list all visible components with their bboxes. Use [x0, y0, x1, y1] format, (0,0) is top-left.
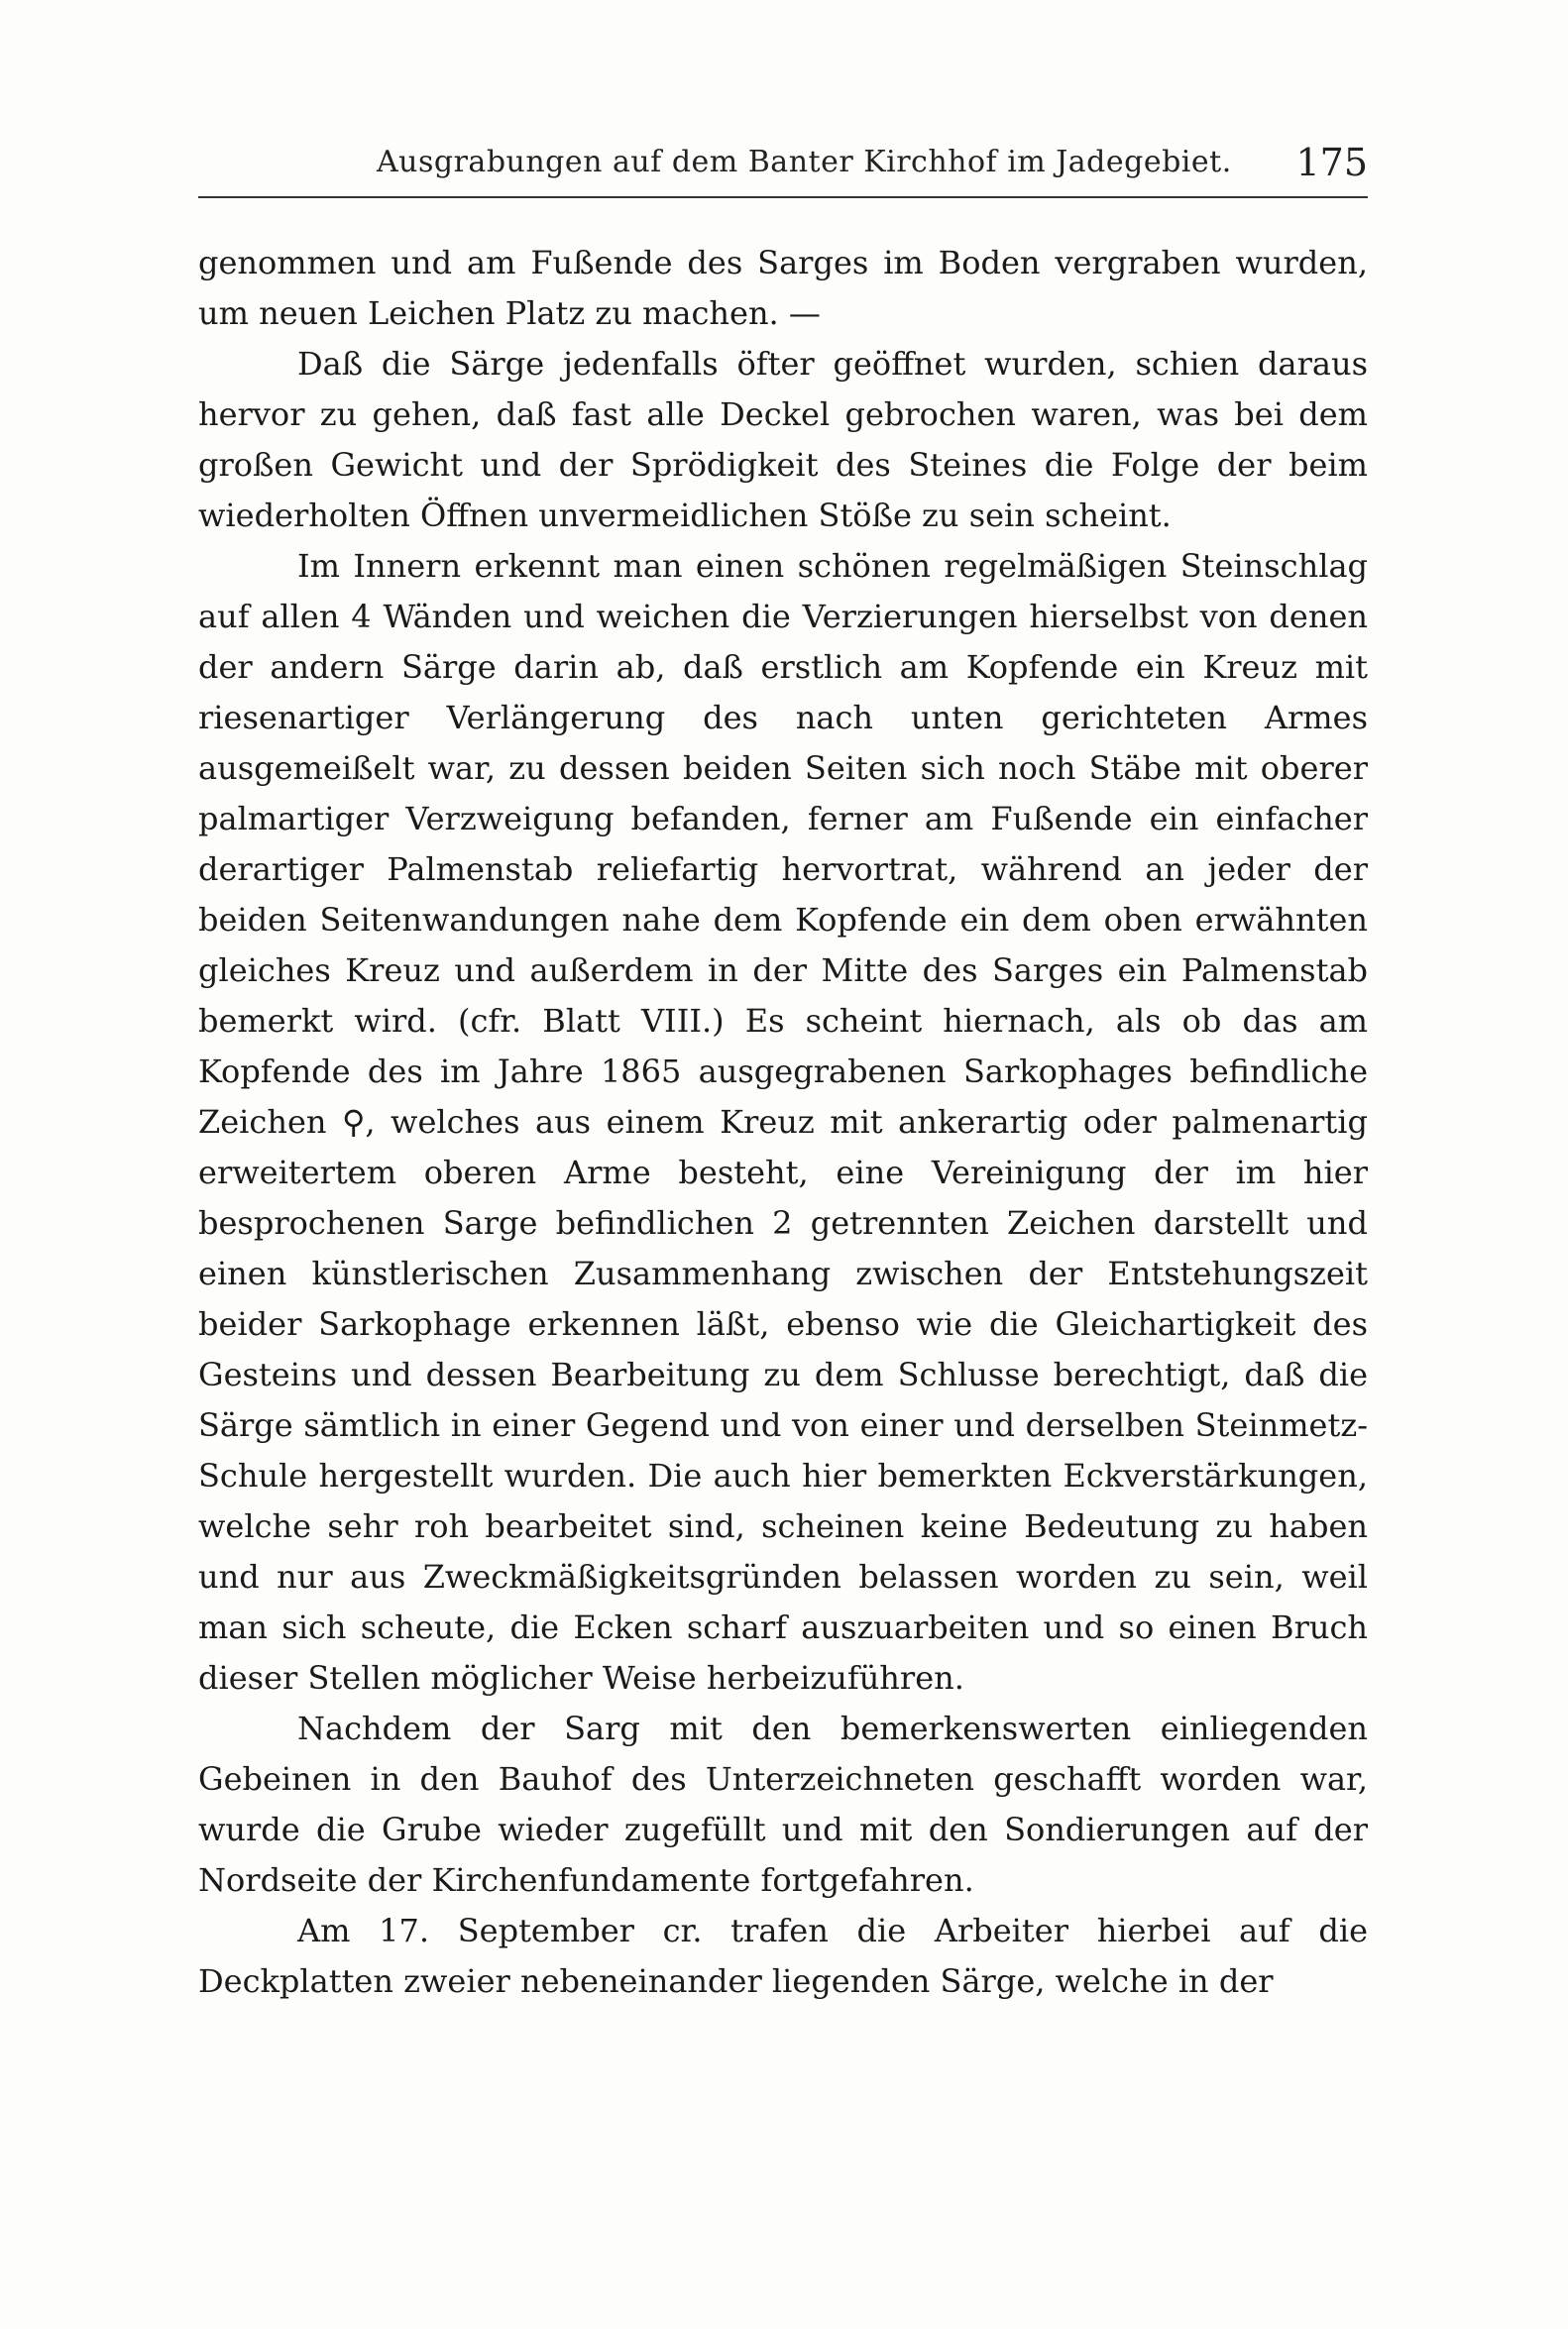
- page-header: [198, 137, 1368, 198]
- body-text: [198, 238, 1368, 2007]
- paragraph: Am 17. September cr. trafen die Arbeiter hierbei auf die Deckplatten zweier nebeneinander liegenden Särge, welche in der: [198, 1912, 1368, 2000]
- running-title: Ausgrabungen auf dem Banter Kirchhof im Jadegebiet.: [377, 145, 1232, 179]
- page-number: 175: [1295, 141, 1368, 184]
- paragraph: Im Innern erkennt man einen schönen regelmäßigen Steinschlag auf allen 4 Wänden und weichen die Verzierungen hierselbst von denen der andern Särge darin ab, daß erstlich am Kopfende ein Kreuz mit riesenartiger Verlängerung des nach unten gerichteten Armes ausgemeißelt war, zu dessen beiden Seiten sich noch Stäbe mit oberer palmartiger Verzweigung befanden, ferner am Fußende ein einfacher derartiger Palmenstab reliefartig hervortrat, während an jeder der beiden Seitenwandungen nahe dem Kopfende ein dem oben erwähnten gleiches Kreuz und außerdem in der Mitte des Sarges ein Palmenstab bemerkt wird. (cfr. Blatt VIII.) Es scheint hiernach, als ob das am Kopfende des im Jahre 1865 ausgegrabenen Sarkophages befindliche Zeichen ⚲, welches aus einem Kreuz mit ankerartig oder palmenartig erweitertem oberen Arme besteht, eine Vereinigung der im hier besprochenen Sarge befindlichen 2 getrennten Zeichen darstellt und einen künstlerischen Zusammenhang zwischen der Entstehungszeit beider Sarkophage erkennen läßt, ebenso wie die Gleichartigkeit des Gesteins und dessen Bearbeitung zu dem Schlusse berechtigt, daß die Särge sämtlich in einer Gegend und von einer und derselben Steinmetz-Schule hergestellt wurden. Die auch hier bemerkten Eckverstärkungen, welche sehr roh bearbeitet sind, scheinen keine Bedeutung zu haben und nur aus Zweckmäßigkeitsgründen belassen worden zu sein, weil man sich scheute, die Ecken scharf auszuarbeiten und so einen Bruch dieser Stellen möglicher Weise herbeizuführen.: [198, 547, 1368, 1697]
- paragraph: Nachdem der Sarg mit den bemerkenswerten einliegenden Gebeinen in den Bauhof des Unterzeichneten geschafft worden war, wurde die Grube wieder zugefüllt und mit den Sondierungen auf der Nordseite der Kirchenfundamente fortgefahren.: [198, 1710, 1368, 1899]
- paragraph: Daß die Särge jedenfalls öfter geöffnet wurden, schien daraus hervor zu gehen, daß fast alle Deckel gebrochen waren, was bei dem großen Gewicht und der Sprödigkeit des Steines die Folge der beim wiederholten Öffnen unvermeidlichen Stöße zu sein scheint.: [198, 345, 1368, 534]
- paragraph-continuation: genommen und am Fußende des Sarges im Boden vergraben wurden, um neuen Leichen Platz zu machen. —: [198, 244, 1368, 332]
